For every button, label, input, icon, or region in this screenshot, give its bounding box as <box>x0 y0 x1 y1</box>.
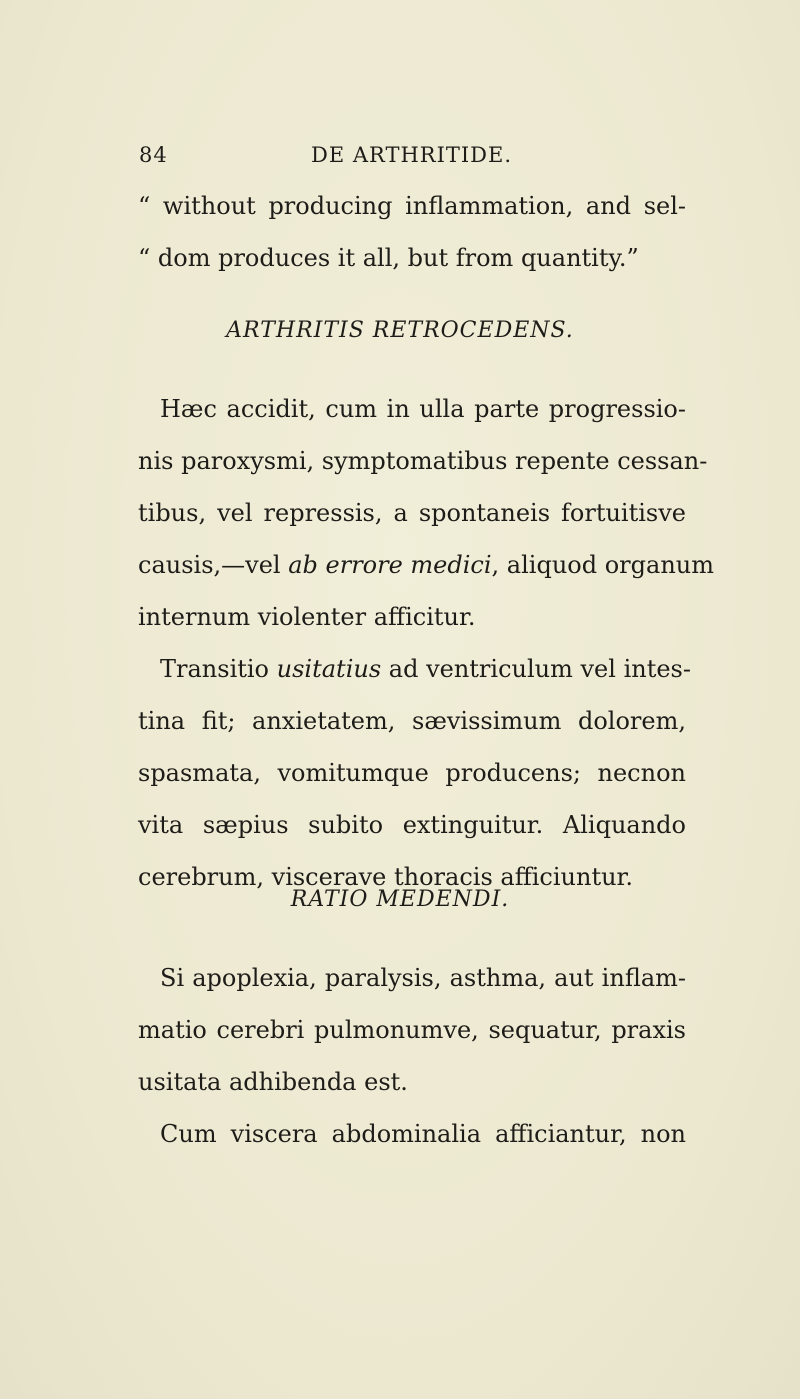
quote-line: “ without producing inflammation, and sel- <box>138 192 686 220</box>
paragraph-line: tina fit; anxietatem, sævissimum dolorem, <box>138 707 686 735</box>
paragraph-line: Hæc accidit, cum in ulla parte progressio- <box>160 395 686 423</box>
quote-block <box>138 180 686 284</box>
paragraph-line: internum violenter afficitur. <box>138 603 476 631</box>
quote-line: “ dom produces it all, but from quantity.” <box>138 244 639 272</box>
paragraph-line: cerebrum, viscerave thoracis afficiuntur. <box>138 863 634 891</box>
page-header <box>139 143 699 173</box>
paragraph-line: Transitio usitatius ad ventriculum vel intes- <box>160 655 691 683</box>
running-title: DE ARTHRITIDE. <box>311 143 513 167</box>
paragraph-line: matio cerebri pulmonumve, sequatur, praxis <box>138 1016 686 1044</box>
paragraph-line: usitata adhibenda est. <box>138 1068 408 1096</box>
paragraph-line: causis,—vel ab errore medici, aliquod organum <box>138 551 714 579</box>
paragraph-line: nis paroxysmi, symptomatibus repente cessan- <box>138 447 708 475</box>
section-body <box>138 383 714 903</box>
italic-phrase: usitatius <box>276 655 382 683</box>
section-heading: ARTHRITIS RETROCEDENS. <box>226 318 574 343</box>
paragraph-line: Cum viscera abdominalia afficiantur, non <box>160 1120 686 1148</box>
paragraph-line: tibus, vel repressis, a spontaneis fortuitisve <box>138 499 686 527</box>
paragraph-line: vita sæpius subito extinguitur. Aliquando <box>138 811 686 839</box>
section-body <box>138 952 686 1160</box>
paragraph-line: spasmata, vomitumque producens; necnon <box>138 759 686 787</box>
italic-phrase: ab errore medici <box>288 551 492 579</box>
section-heading: RATIO MEDENDI. <box>290 887 510 912</box>
page-number: 84 <box>139 143 168 167</box>
paragraph-line: Si apoplexia, paralysis, asthma, aut inflam- <box>160 964 686 992</box>
